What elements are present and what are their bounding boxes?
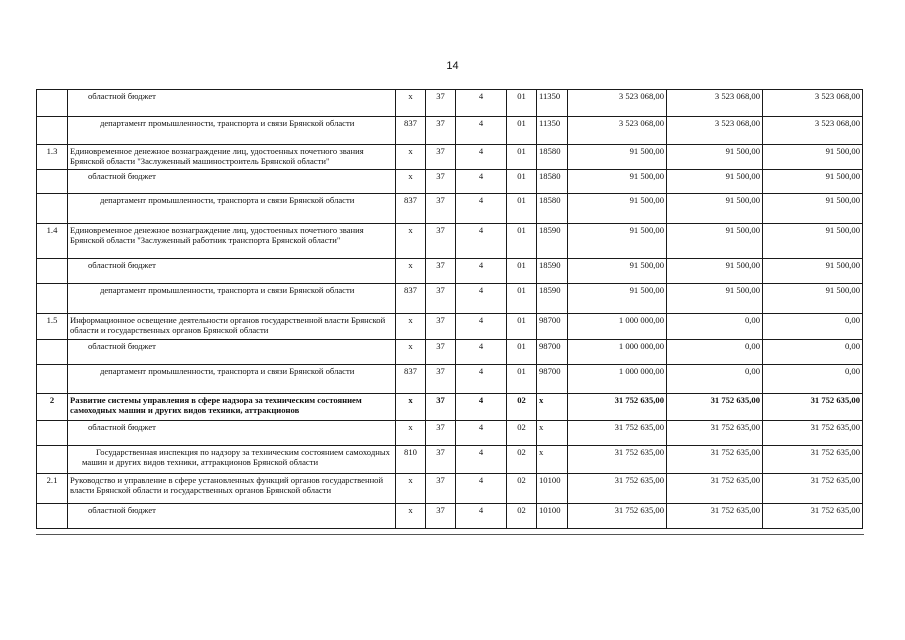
activity-code-cell: 02 xyxy=(507,504,537,529)
amount-year3-cell: 31 752 635,00 xyxy=(763,446,863,474)
activity-code-cell: 01 xyxy=(507,117,537,145)
item-name-cell: областной бюджет xyxy=(68,90,396,117)
amount-year2-cell: 31 752 635,00 xyxy=(667,446,763,474)
activity-code-cell: 01 xyxy=(507,194,537,224)
program-code-cell: 37 xyxy=(426,170,456,194)
amount-year1-cell: 1 000 000,00 xyxy=(568,365,667,394)
activity-code-cell: 02 xyxy=(507,394,537,421)
admin-code-cell: х xyxy=(396,224,426,259)
activity-code-cell: 01 xyxy=(507,284,537,314)
amount-year2-cell: 31 752 635,00 xyxy=(667,394,763,421)
admin-code-cell: 810 xyxy=(396,446,426,474)
subprogram-code-cell: 4 xyxy=(456,446,507,474)
admin-code-cell: х xyxy=(396,394,426,421)
item-name-cell: департамент промышленности, транспорта и связи Брянской области xyxy=(68,365,396,394)
activity-code-cell: 01 xyxy=(507,340,537,365)
item-name-cell: Руководство и управление в сфере установленных функций органов государственной власти Брянской области и государственных органов Брянской области xyxy=(68,474,396,504)
direction-code-cell: х xyxy=(537,446,568,474)
table-row xyxy=(37,259,863,284)
subprogram-code-cell: 4 xyxy=(456,259,507,284)
program-code-cell: 37 xyxy=(426,421,456,446)
activity-code-cell: 01 xyxy=(507,259,537,284)
amount-year3-cell: 31 752 635,00 xyxy=(763,504,863,529)
admin-code-cell: х xyxy=(396,421,426,446)
amount-year1-cell: 31 752 635,00 xyxy=(568,504,667,529)
admin-code-cell: 837 xyxy=(396,194,426,224)
amount-year1-cell: 1 000 000,00 xyxy=(568,340,667,365)
program-code-cell: 37 xyxy=(426,145,456,170)
table-row xyxy=(37,421,863,446)
activity-code-cell: 02 xyxy=(507,474,537,504)
program-code-cell: 37 xyxy=(426,474,456,504)
amount-year2-cell: 91 500,00 xyxy=(667,259,763,284)
table-body xyxy=(37,90,863,529)
direction-code-cell: 18590 xyxy=(537,284,568,314)
amount-year2-cell: 0,00 xyxy=(667,314,763,340)
amount-year3-cell: 91 500,00 xyxy=(763,259,863,284)
admin-code-cell: х xyxy=(396,340,426,365)
direction-code-cell: 10100 xyxy=(537,504,568,529)
item-name-cell: областной бюджет xyxy=(68,421,396,446)
row-number-cell xyxy=(37,194,68,224)
row-number-cell: 1.5 xyxy=(37,314,68,340)
activity-code-cell: 01 xyxy=(507,224,537,259)
row-number-cell xyxy=(37,340,68,365)
admin-code-cell: х xyxy=(396,504,426,529)
program-code-cell: 37 xyxy=(426,314,456,340)
admin-code-cell: 837 xyxy=(396,365,426,394)
subprogram-code-cell: 4 xyxy=(456,365,507,394)
row-number-cell xyxy=(37,117,68,145)
amount-year3-cell: 3 523 068,00 xyxy=(763,117,863,145)
direction-code-cell: 98700 xyxy=(537,365,568,394)
row-number-cell xyxy=(37,446,68,474)
page-number: 14 xyxy=(446,60,459,72)
subprogram-code-cell: 4 xyxy=(456,170,507,194)
admin-code-cell: х xyxy=(396,259,426,284)
table-row xyxy=(37,170,863,194)
table-row xyxy=(37,90,863,117)
admin-code-cell: х xyxy=(396,474,426,504)
admin-code-cell: 837 xyxy=(396,284,426,314)
amount-year2-cell: 0,00 xyxy=(667,340,763,365)
item-name-cell: Развитие системы управления в сфере надзора за техническим состоянием самоходных машин и других видов техники, аттракционов xyxy=(68,394,396,421)
amount-year3-cell: 91 500,00 xyxy=(763,170,863,194)
amount-year1-cell: 91 500,00 xyxy=(568,284,667,314)
amount-year3-cell: 0,00 xyxy=(763,314,863,340)
amount-year1-cell: 31 752 635,00 xyxy=(568,394,667,421)
direction-code-cell: 11350 xyxy=(537,90,568,117)
item-name-cell: областной бюджет xyxy=(68,170,396,194)
amount-year3-cell: 91 500,00 xyxy=(763,284,863,314)
program-code-cell: 37 xyxy=(426,259,456,284)
item-name-cell: департамент промышленности, транспорта и связи Брянской области xyxy=(68,117,396,145)
amount-year1-cell: 91 500,00 xyxy=(568,194,667,224)
row-number-cell xyxy=(37,504,68,529)
item-name-cell: Единовременное денежное вознаграждение лиц, удостоенных почетного звания Брянской области "Заслуженный работник транспорта Брянской области" xyxy=(68,224,396,259)
subprogram-code-cell: 4 xyxy=(456,284,507,314)
program-code-cell: 37 xyxy=(426,504,456,529)
amount-year3-cell: 91 500,00 xyxy=(763,145,863,170)
row-number-cell: 2 xyxy=(37,394,68,421)
amount-year3-cell: 31 752 635,00 xyxy=(763,394,863,421)
item-name-cell: областной бюджет xyxy=(68,504,396,529)
amount-year1-cell: 3 523 068,00 xyxy=(568,90,667,117)
item-name-cell: департамент промышленности, транспорта и связи Брянской области xyxy=(68,284,396,314)
subprogram-code-cell: 4 xyxy=(456,474,507,504)
row-number-cell xyxy=(37,365,68,394)
subprogram-code-cell: 4 xyxy=(456,194,507,224)
row-number-cell xyxy=(37,421,68,446)
amount-year3-cell: 31 752 635,00 xyxy=(763,421,863,446)
activity-code-cell: 01 xyxy=(507,314,537,340)
subprogram-code-cell: 4 xyxy=(456,117,507,145)
table-row xyxy=(37,394,863,421)
direction-code-cell: 98700 xyxy=(537,340,568,365)
direction-code-cell: х xyxy=(537,421,568,446)
amount-year3-cell: 91 500,00 xyxy=(763,194,863,224)
program-code-cell: 37 xyxy=(426,117,456,145)
amount-year2-cell: 31 752 635,00 xyxy=(667,504,763,529)
activity-code-cell: 01 xyxy=(507,145,537,170)
table-row xyxy=(37,365,863,394)
subprogram-code-cell: 4 xyxy=(456,504,507,529)
amount-year3-cell: 31 752 635,00 xyxy=(763,474,863,504)
page-bottom-rule xyxy=(36,534,864,535)
program-code-cell: 37 xyxy=(426,224,456,259)
amount-year1-cell: 1 000 000,00 xyxy=(568,314,667,340)
subprogram-code-cell: 4 xyxy=(456,224,507,259)
row-number-cell xyxy=(37,90,68,117)
admin-code-cell: х xyxy=(396,170,426,194)
table-row xyxy=(37,340,863,365)
item-name-cell: Единовременное денежное вознаграждение лиц, удостоенных почетного звания Брянской области "Заслуженный машиностроитель Брянской области" xyxy=(68,145,396,170)
item-name-cell: Информационное освещение деятельности органов государственной власти Брянской области и государственных органов Брянской области xyxy=(68,314,396,340)
direction-code-cell: 98700 xyxy=(537,314,568,340)
activity-code-cell: 02 xyxy=(507,421,537,446)
table-row xyxy=(37,145,863,170)
amount-year3-cell: 0,00 xyxy=(763,365,863,394)
direction-code-cell: 18590 xyxy=(537,259,568,284)
amount-year1-cell: 31 752 635,00 xyxy=(568,421,667,446)
amount-year2-cell: 31 752 635,00 xyxy=(667,421,763,446)
item-name-cell: департамент промышленности, транспорта и связи Брянской области xyxy=(68,194,396,224)
activity-code-cell: 01 xyxy=(507,365,537,394)
table-row xyxy=(37,314,863,340)
amount-year2-cell: 31 752 635,00 xyxy=(667,474,763,504)
amount-year2-cell: 91 500,00 xyxy=(667,194,763,224)
subprogram-code-cell: 4 xyxy=(456,145,507,170)
direction-code-cell: 11350 xyxy=(537,117,568,145)
subprogram-code-cell: 4 xyxy=(456,90,507,117)
row-number-cell xyxy=(37,284,68,314)
direction-code-cell: 18580 xyxy=(537,194,568,224)
row-number-cell xyxy=(37,259,68,284)
table-row xyxy=(37,474,863,504)
item-name-cell: областной бюджет xyxy=(68,340,396,365)
subprogram-code-cell: 4 xyxy=(456,394,507,421)
admin-code-cell: 837 xyxy=(396,117,426,145)
direction-code-cell: 10100 xyxy=(537,474,568,504)
amount-year2-cell: 91 500,00 xyxy=(667,145,763,170)
admin-code-cell: х xyxy=(396,314,426,340)
admin-code-cell: х xyxy=(396,145,426,170)
direction-code-cell: 18580 xyxy=(537,145,568,170)
program-code-cell: 37 xyxy=(426,194,456,224)
amount-year1-cell: 91 500,00 xyxy=(568,170,667,194)
amount-year3-cell: 0,00 xyxy=(763,340,863,365)
table-row xyxy=(37,504,863,529)
program-code-cell: 37 xyxy=(426,394,456,421)
amount-year1-cell: 31 752 635,00 xyxy=(568,446,667,474)
activity-code-cell: 02 xyxy=(507,446,537,474)
amount-year2-cell: 91 500,00 xyxy=(667,224,763,259)
program-code-cell: 37 xyxy=(426,90,456,117)
table-row xyxy=(37,446,863,474)
table-row xyxy=(37,284,863,314)
amount-year3-cell: 91 500,00 xyxy=(763,224,863,259)
amount-year2-cell: 3 523 068,00 xyxy=(667,90,763,117)
direction-code-cell: 18590 xyxy=(537,224,568,259)
activity-code-cell: 01 xyxy=(507,90,537,117)
table-row xyxy=(37,224,863,259)
program-code-cell: 37 xyxy=(426,365,456,394)
item-name-cell: Государственная инспекция по надзору за техническим состоянием самоходных машин и других видов техники, аттракционов Брянской области xyxy=(68,446,396,474)
subprogram-code-cell: 4 xyxy=(456,314,507,340)
amount-year1-cell: 91 500,00 xyxy=(568,224,667,259)
amount-year2-cell: 0,00 xyxy=(667,365,763,394)
table-row xyxy=(37,117,863,145)
amount-year1-cell: 91 500,00 xyxy=(568,259,667,284)
row-number-cell xyxy=(37,170,68,194)
direction-code-cell: 18580 xyxy=(537,170,568,194)
amount-year2-cell: 3 523 068,00 xyxy=(667,117,763,145)
subprogram-code-cell: 4 xyxy=(456,340,507,365)
program-code-cell: 37 xyxy=(426,340,456,365)
table-row xyxy=(37,194,863,224)
program-code-cell: 37 xyxy=(426,284,456,314)
amount-year1-cell: 31 752 635,00 xyxy=(568,474,667,504)
direction-code-cell: х xyxy=(537,394,568,421)
amount-year2-cell: 91 500,00 xyxy=(667,170,763,194)
subprogram-code-cell: 4 xyxy=(456,421,507,446)
admin-code-cell: х xyxy=(396,90,426,117)
row-number-cell: 2.1 xyxy=(37,474,68,504)
activity-code-cell: 01 xyxy=(507,170,537,194)
row-number-cell: 1.3 xyxy=(37,145,68,170)
amount-year1-cell: 3 523 068,00 xyxy=(568,117,667,145)
item-name-cell: областной бюджет xyxy=(68,259,396,284)
row-number-cell: 1.4 xyxy=(37,224,68,259)
amount-year1-cell: 91 500,00 xyxy=(568,145,667,170)
amount-year3-cell: 3 523 068,00 xyxy=(763,90,863,117)
amount-year2-cell: 91 500,00 xyxy=(667,284,763,314)
program-code-cell: 37 xyxy=(426,446,456,474)
budget-table xyxy=(36,89,863,529)
